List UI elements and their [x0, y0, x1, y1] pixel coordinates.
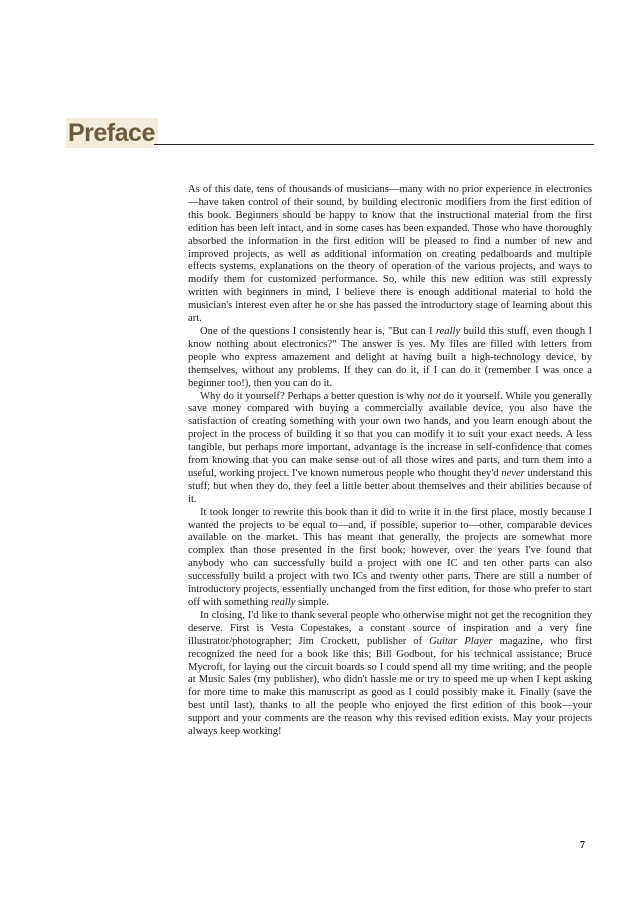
preface-body — [188, 184, 592, 739]
paragraph-text: One of the questions I consistently hear is, "But can I — [200, 325, 436, 337]
paragraph — [188, 184, 592, 326]
paragraph-text: It took longer to rewrite this book than it did to write it in the first place, mostly because I wanted the projects to be equal to—and, if possible, superior to—other, comparable devices available on the market. This has meant that generally, the projects are somewhat more complex than those presented in the first book; however, over the years I've found that anybody who can successfully build a project with one IC and ten other parts can also successfully build a project with two ICs and twenty other parts. There are still a number of introductory projects, essentially unchanged from the first edition, for those who prefer to start off with something — [188, 506, 592, 608]
heading-rule — [154, 144, 594, 145]
paragraph — [188, 391, 592, 507]
paragraph-text: do it yourself. While you generally save money compared with buying a commercially available device, you also have the satisfaction of creating something with your own two hands, and you learn enough about the project in the process of building it so that you can modify it to suit your exact needs. A less tangible, but perhaps more important, advantage is the increase in self-confidence that comes from knowing that you can make sense out of all those wires and parts, and turn them into a useful, working project. I've known numerous people who thought they'd — [188, 390, 592, 479]
emphasis-text: really — [271, 597, 296, 608]
paragraph-text: As of this date, tens of thousands of musicians—many with no prior experience in electronics—have taken control of their sound, by building electronic modifiers from the first edition of this book. Beginners should be happy to know that the instructional material from the first edition has been left intact, and in some cases has been expanded. Those who have thoroughly absorbed the information in the first edition will be pleased to find a number of new and improved projects, as well as additional information on creating pedalboards and multiple effects systems, explanations on the theory of operation of the various projects, and ways to modify them for customized performance. So, while this new edition was still expressly written with beginners in mind, I believe there is enough additional material to hold the musician's interest even after he or she has passed the introductory stage of learning about this art. — [188, 184, 592, 325]
paragraph — [188, 610, 592, 739]
paragraph-text: Why do it yourself? Perhaps a better question is why — [200, 390, 428, 402]
emphasis-text: really — [435, 325, 461, 337]
paragraph-text: understand this stuff; but when they do, they feel a little better about themselves and their abilities because of it. — [188, 467, 592, 505]
paragraph-text: In closing, I'd like to thank several people who otherwise might not get the recognition they deserve. First is Vesta Copestakes, a constant source of inspiration and a very fine illustrator/photographer; Jim Crockett, publisher of — [188, 609, 592, 647]
paragraph — [188, 507, 592, 610]
page-number: 7 — [580, 840, 585, 851]
paragraph-text: magazine, who first recognized the need for a book like this; Bill Godbout, for his technical assistance; Bruce Mycroft, for laying out the circuit boards so I could spend all my time writing; and the people at Music Sales (my publisher), who didn't hassle me or try to speed me up when I kept asking for more time to make this manuscript as good as I could possibly make it. Finally (save the best until last), thanks to all the people who enjoyed the first edition of this book—your support and your comments are the reason why this revised edition exists. May your projects always keep working! — [188, 635, 593, 738]
paragraph-text: build this stuff, even though I know nothing about electronics?" The answer is yes. My files are filled with letters from people who express amazement and delight at having built a high-technology device, by themselves, without any problems. If they can do it, if I can do it (remember I was once a beginner too!), then you can do it. — [188, 325, 592, 389]
paragraph — [188, 326, 592, 391]
emphasis-text: Guitar Player — [429, 635, 493, 647]
emphasis-text: never — [501, 467, 525, 479]
paragraph-text: simple. — [295, 597, 329, 608]
chapter-heading — [66, 118, 594, 152]
emphasis-text: not — [427, 390, 441, 402]
chapter-title: Preface — [66, 118, 158, 148]
